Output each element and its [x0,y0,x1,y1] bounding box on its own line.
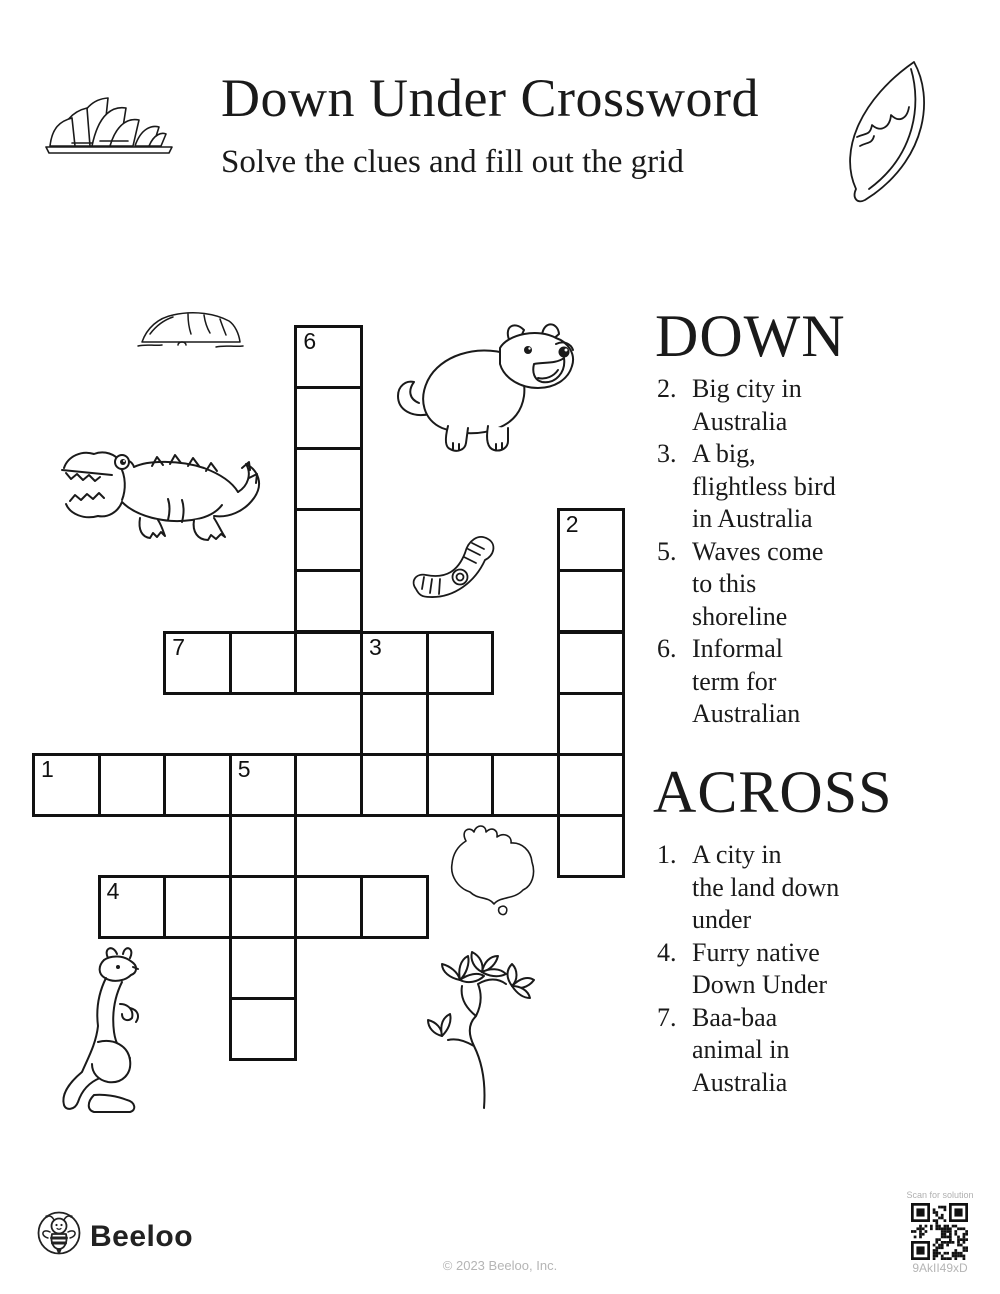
grid-cell [360,692,429,756]
eucalyptus-tree-icon [416,950,566,1110]
clue-item [657,937,997,1002]
grid-cell [557,814,626,878]
grid-cell-number: 1 [41,755,54,782]
clue-text: Waves come to this shoreline [692,536,824,631]
grid-cell-number: 2 [565,511,579,538]
grid-cell [163,753,232,817]
clue-item [657,536,997,634]
grid-cell [229,631,298,695]
grid-cell [557,753,626,817]
clue-text: Informal term for Australian [692,634,801,728]
grid-cell [229,997,298,1061]
clue-item [657,373,997,438]
clue-text: A city in the land down under [692,840,840,934]
grid-cell-number: 4 [106,877,120,904]
grid-cell [294,508,363,572]
grid-cell [557,508,626,572]
page-subtitle: Solve the clues and fill out the grid [221,144,684,180]
clue-text: Baa-baa animal in Australia [692,1002,790,1097]
grid-cell [294,569,363,633]
grid-cell [163,631,232,695]
clue-text: Furry native Down Under [692,937,828,999]
sydney-opera-house-icon [42,94,176,158]
qr-code [911,1203,968,1260]
across-heading: ACROSS [653,759,893,825]
australia-map-icon [442,820,539,915]
grid-cell [294,447,363,511]
clue-text: A big, flightless bird in Australia [692,439,836,533]
clue-item [657,1002,997,1100]
grid-cell-number: 6 [303,328,317,354]
grid-cell [557,692,626,756]
clue-number: 7. [657,1002,677,1032]
clue-number: 1. [657,840,677,869]
grid-cell [360,753,429,817]
grid-cell [294,325,363,389]
clue-item [657,839,997,937]
grid-cell [557,631,626,695]
clue-text: Big city in Australia [692,374,802,436]
across-clue-list [657,839,997,1099]
grid-cell [360,875,429,939]
kangaroo-icon [56,946,190,1118]
grid-cell [360,631,429,695]
down-heading: DOWN [655,303,846,369]
down-clue-list [657,373,997,731]
grid-cell-number: 3 [369,633,382,660]
grid-cell [32,753,101,817]
grid-cell [294,753,363,817]
clue-item [657,438,997,536]
uluru-rock-icon [138,304,244,350]
crocodile-icon [56,440,270,558]
grid-cell [557,569,626,633]
grid-cell [229,753,298,817]
copyright-text: © 2023 Beeloo, Inc. [442,1258,558,1273]
brand-wordmark: Beeloo [90,1220,194,1253]
grid-cell [294,386,363,450]
grid-cell [426,753,495,817]
grid-cell-number: 5 [237,755,251,782]
grid-cell [294,631,363,695]
page-title: Down Under Crossword [221,68,759,128]
grid-cell [294,875,363,939]
grid-cell [98,753,167,817]
clue-number: 2. [657,374,677,403]
qr-code-id: 9AkII49xD [912,1261,968,1275]
grid-cell [163,875,232,939]
grid-cell [491,753,560,817]
tasmanian-devil-icon [388,322,600,468]
clue-item [657,633,997,731]
grid-cell [426,631,495,695]
clue-number: 5. [657,536,677,566]
grid-cell [229,875,298,939]
grid-cell [229,814,298,878]
grid-cell-number: 7 [172,633,185,660]
grid-cell [98,875,167,939]
qr-scan-label: Scan for solution [906,1190,974,1200]
clue-number: 3. [657,439,677,468]
clue-number: 6. [657,634,677,663]
clue-number: 4. [657,937,677,967]
bee-logo-icon [36,1210,82,1256]
boomerang-icon [408,527,502,609]
grid-cell [229,936,298,1000]
surfboard-icon [836,58,946,206]
